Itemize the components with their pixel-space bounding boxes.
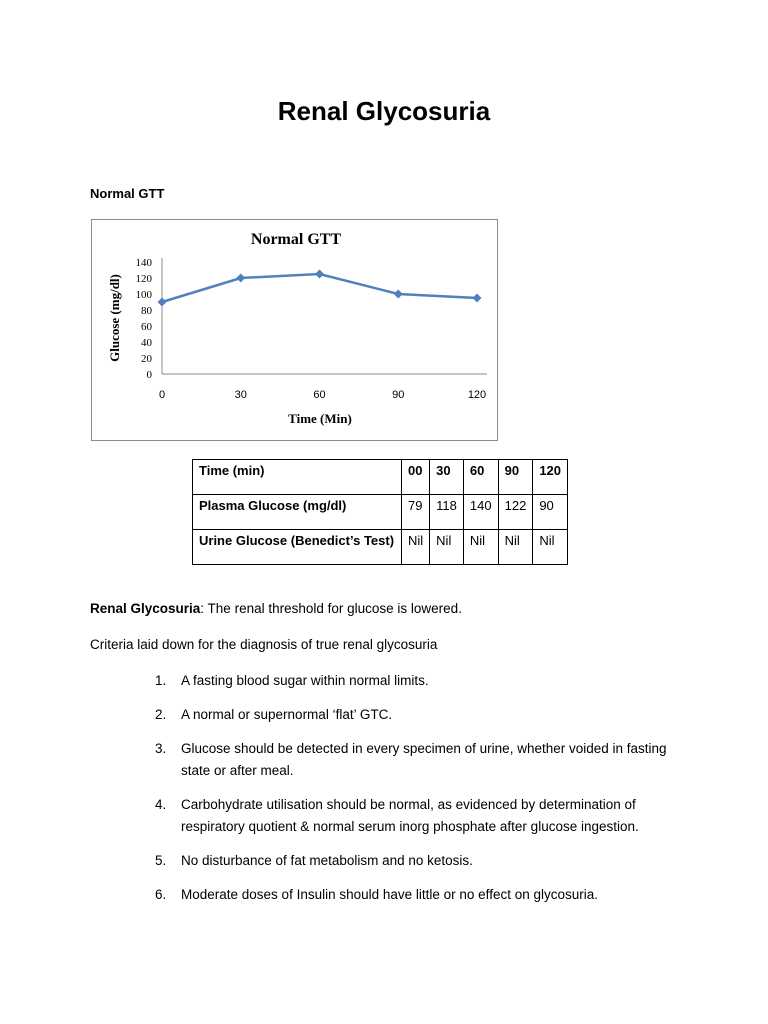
row-label: Plasma Glucose (mg/dl)	[193, 495, 402, 530]
x-tick-label: 0	[158, 389, 166, 401]
table-cell: Nil	[463, 530, 498, 565]
y-axis-title: Glucose (mg/dl)	[107, 274, 122, 362]
x-axis-title: Time (Min)	[288, 411, 352, 426]
definition-text: : The renal threshold for glucose is lowered.	[200, 601, 462, 616]
table-cell: 140	[463, 495, 498, 530]
list-item	[155, 670, 675, 692]
list-number: 6.	[155, 887, 167, 902]
list-item	[155, 704, 675, 726]
y-tick-label: 140	[135, 257, 152, 269]
list-number: 4.	[155, 797, 167, 812]
chart-title: Normal GTT	[250, 231, 342, 248]
gtt-chart	[91, 219, 498, 441]
data-point	[158, 298, 167, 307]
definition-term: Renal Glycosuria	[90, 601, 201, 616]
list-number: 2.	[155, 707, 167, 722]
y-tick-label: 60	[141, 321, 152, 333]
list-number: 1.	[155, 673, 167, 688]
table-header-label: Time (min)	[193, 460, 402, 495]
table-header-time: 60	[463, 460, 498, 495]
table-cell: Nil	[402, 530, 430, 565]
list-item	[155, 794, 675, 838]
table-header-row	[193, 460, 568, 495]
gtt-table	[192, 459, 568, 565]
definition-paragraph	[90, 601, 462, 616]
list-text: A fasting blood sugar within normal limits.	[181, 673, 429, 688]
x-tick-label: 60	[313, 389, 326, 401]
table-header-time: 90	[498, 460, 533, 495]
list-number: 5.	[155, 853, 167, 868]
y-tick-label: 40	[141, 337, 152, 349]
list-text: Glucose should be detected in every specimen of urine, whether voided in fasting state or after meal.	[181, 741, 667, 778]
y-tick-label: 100	[135, 289, 152, 301]
y-tick-label: 80	[141, 305, 152, 317]
list-number: 3.	[155, 741, 167, 756]
table-cell: 118	[430, 495, 464, 530]
list-text: Moderate doses of Insulin should have little or no effect on glycosuria.	[181, 887, 598, 902]
chart-svg	[92, 220, 499, 442]
table-cell: 79	[402, 495, 430, 530]
list-text: No disturbance of fat metabolism and no ketosis.	[181, 853, 473, 868]
table-row	[193, 495, 568, 530]
x-tick-label: 90	[392, 389, 405, 401]
table-cell: Nil	[430, 530, 464, 565]
y-tick-label: 120	[135, 273, 152, 285]
y-tick-label: 0	[146, 369, 152, 381]
list-item	[155, 850, 675, 872]
x-tick-label: 30	[234, 389, 247, 401]
page-title: Renal Glycosuria	[277, 96, 491, 126]
data-point	[236, 274, 245, 283]
y-tick-label: 20	[141, 353, 152, 365]
list-item	[155, 738, 675, 782]
list-text: A normal or supernormal ‘flat’ GTC.	[181, 707, 393, 722]
x-tick-label: 120	[467, 389, 487, 401]
data-point	[473, 294, 482, 303]
criteria-list	[155, 670, 675, 918]
data-point	[315, 270, 324, 279]
criteria-intro: Criteria laid down for the diagnosis of true renal glycosuria	[90, 637, 438, 652]
row-label: Urine Glucose (Benedict’s Test)	[193, 530, 402, 565]
table-row	[193, 530, 568, 565]
list-text: Carbohydrate utilisation should be normal, as evidenced by determination of respiratory quotient & normal serum inorg phosphate after glucose ingestion.	[181, 797, 639, 834]
table-cell: Nil	[498, 530, 533, 565]
table-cell: 122	[498, 495, 533, 530]
list-item	[155, 884, 675, 906]
table-cell: 90	[533, 495, 568, 530]
table-header-time: 120	[533, 460, 568, 495]
section-label: Normal GTT	[90, 186, 165, 201]
table-header-time: 30	[430, 460, 464, 495]
table-header-time: 00	[402, 460, 430, 495]
data-point	[394, 290, 403, 299]
table-cell: Nil	[533, 530, 568, 565]
